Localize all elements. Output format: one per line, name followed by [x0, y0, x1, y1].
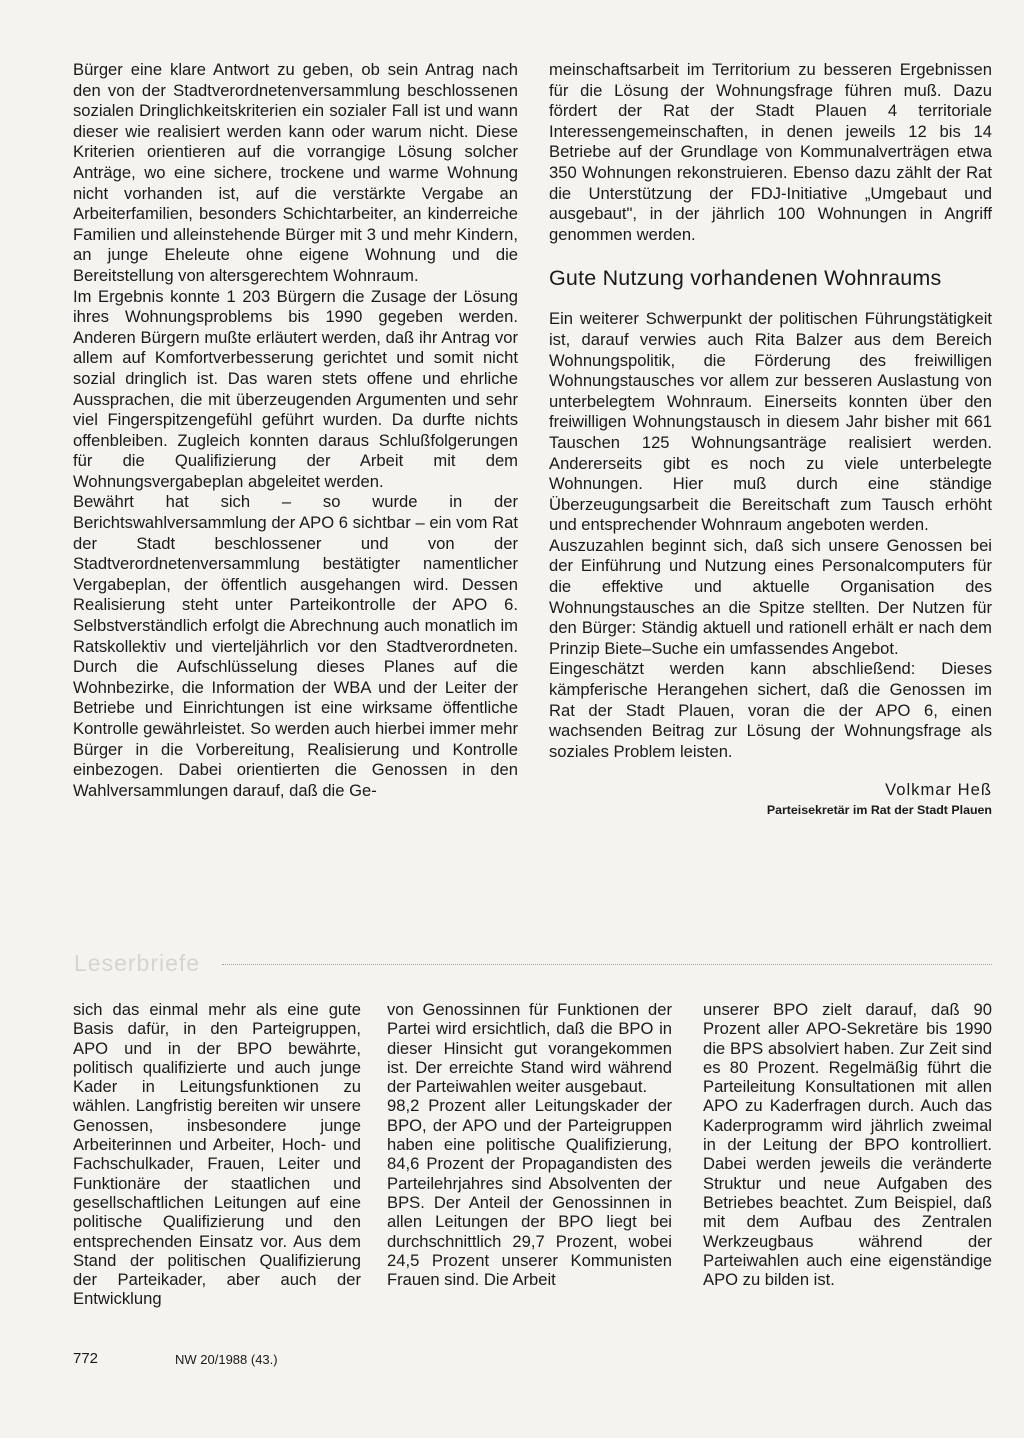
author-role: Parteisekretär im Rat der Stadt Plauen — [766, 803, 992, 817]
letters-paragraph: von Genossinnen für Funktionen der Partei wird ersichtlich, daß die BPO in dieser Hinsicht gut vorangekommen ist. Der erreichte Stand wird während der Parteiwahlen weiter ausgebaut. — [387, 1000, 672, 1097]
page-number: 772 — [73, 1350, 99, 1367]
article-paragraph: Ein weiterer Schwerpunkt der politischen Führungstätigkeit ist, darauf verwies auch Rita Balzer aus dem Bereich Wohnungspolitik, die Förderung des freiwilligen Wohnungstausches vor allem zur besseren Auslastung von unterbelegtem Wohnraum. Einerseits konnten über den freiwilligen Wohnungstausch in diesem Jahr bisher mit 661 Tauschen 125 Wohnungsanträge realisiert werden. Andererseits gibt es noch zu viele unterbelegte Wohnungen. Hier muß durch eine ständige Überzeugungsarbeit die Bereitschaft zum Tausch erhöht und entsprechender Wohnraum angeboten werden. — [549, 309, 992, 535]
letters-paragraph: unserer BPO zielt darauf, daß 90 Prozent aller APO-Sekretäre bis 1990 die BPS absolviert haben. Zur Zeit sind es 80 Prozent. Regelmäßig führt die Parteileitung Konsultationen mit allen APO zu Kaderfragen durch. Auch das Kaderprogramm wird jährlich zweimal in der Leitung der BPO kontrolliert. Dabei werden jeweils die veränderte Struktur und neue Aufgaben des Betriebes beachtet. Zum Beispiel, daß mit dem Aufbau des Zentralen Werkzeugbaus während der Parteiwahlen auch eine eigenständige APO zu bilden ist. — [703, 1000, 992, 1290]
section-divider — [222, 964, 992, 965]
article-paragraph: Bewährt hat sich – so wurde in der Berichtswahlversammlung der APO 6 sichtbar – ein vom Rat der Stadt beschlossener und von der Stadtverordnetenversammlung bestätigter namentlicher Vergabeplan, der öffentlich ausgehangen wird. Dessen Realisierung steht unter Parteikontrolle der APO 6. Selbstverständlich erfolgt die Abrechnung auch monatlich im Ratskollektiv und vierteljährlich vor den Stadtverordneten. Durch die Aufschlüsselung dieses Planes auf die Wohnbezirke, die Information der WBA und der Leiter der Betriebe und Einrichtungen ist eine wirksame öffentliche Kontrolle gewährleistet. So werden auch hierbei immer mehr Bürger in die Vorbereitung, Realisierung und Kontrolle einbezogen. Dabei orientierten die Genossen in den Wahlversammlungen darauf, daß die Ge- — [73, 492, 518, 800]
article-paragraph: meinschaftsarbeit im Territorium zu besseren Ergebnissen für die Lösung der Wohnungsfrage führen muß. Dazu fördert der Rat der Stadt Plauen 4 territoriale Interessengemeinschaften, in denen jeweils 12 bis 14 Betriebe auf der Grundlage von Kommunalverträgen etwa 350 Wohnungen rekonstruieren. Ebenso dazu zählt der Rat die Unterstützung der FDJ-Initiative „Umgebaut und ausgebaut", in der jährlich 100 Wohnungen in Angriff genommen werden. — [549, 60, 992, 244]
section-label-letters: Leserbriefe — [74, 950, 201, 976]
article-paragraph: Im Ergebnis konnte 1 203 Bürgern die Zusage der Lösung ihres Wohnungsproblems bis 1990 gegeben werden. Anderen Bürgern mußte erläutert werden, daß ihr Antrag vor allem auf Komfortverbesserung gerichtet und somit nicht sozial dringlich ist. Das waren stets offene und ehrliche Aussprachen, die mit überzeugenden Argumenten und sehr viel Fingerspitzengefühl geführt wurden. Da durfte nichts offenbleiben. Zugleich konnten daraus Schlußfolgerungen für die Qualifizierung der Arbeit mit dem Wohnungsvergabeplan abgeleitet werden. — [73, 286, 518, 491]
letters-paragraph: 98,2 Prozent aller Leitungskader der BPO, der APO und der Parteigruppen haben eine politische Qualifizierung, 84,6 Prozent der Propagandisten des Parteilehrjahres sind Absolventen der BPS. Der Anteil der Genossinnen in allen Leitungen der BPO liegt bei durchschnittlich 29,7 Prozent, wobei 24,5 Prozent unserer Kommunisten Frauen sind. Die Arbeit — [387, 1096, 672, 1290]
letters-column-2 — [387, 1000, 672, 1289]
letters-paragraph: sich das einmal mehr als eine gute Basis dafür, in den Parteigruppen, APO und in der BPO bewährte, politisch qualifizierte und auch junge Kader in Leitungsfunktionen zu wählen. Langfristig bereiten wir unsere Genossen, insbesondere junge Arbeiterinnen und Arbeiter, Hoch- und Fachschulkader, Frauen, Leiter und Funktionäre der staatlichen und gesellschaftlichen Leitungen auf eine politische Qualifizierung und den entsprechenden Einsatz vor. Aus dem Stand der politischen Qualifizierung der Parteikader, aber auch der Entwicklung — [73, 1000, 361, 1309]
letters-column-3 — [703, 1000, 992, 1289]
section-heading: Gute Nutzung vorhandenen Wohnraums — [549, 266, 942, 291]
article-paragraph: Bürger eine klare Antwort zu geben, ob sein Antrag nach den von der Stadtverordnetenversammlung beschlossenen sozialen Dringlichkeitskriterien ein sozialer Fall ist und wann dieser wie realisiert werden kann oder warum nicht. Diese Kriterien orientieren auf die vorrangige Lösung solcher Anträge, wo eine sichere, trockene und warme Wohnung nicht vorhanden ist, auf die verstärkte Vergabe an Arbeiterfamilien, besonders Schichtarbeiter, an kinderreiche Familien und alleinstehende Bürger mit 3 und mehr Kindern, an junge Eheleute ohne eigene Wohnung und die Bereitstellung von altersgerechtem Wohnraum. — [73, 60, 518, 285]
issue-label: NW 20/1988 (43.) — [175, 1352, 278, 1367]
letters-column-1 — [73, 1000, 361, 1309]
article-paragraph: Auszuzahlen beginnt sich, daß sich unsere Genossen bei der Einführung und Nutzung eines Personalcomputers für die effektive und aktuelle Organisation des Wohnungstausches an die Spitze stellten. Der Nutzen für den Bürger: Ständig aktuell und rationell erhält er nach dem Prinzip Biete–Suche ein umfassendes Angebot. — [549, 535, 992, 658]
article-column-left — [73, 60, 518, 801]
article-paragraph: Eingeschätzt werden kann abschließend: Dieses kämpferische Herangehen sichert, daß die Genossen im Rat der Stadt Plauen, voran die der APO 6, einen wachsenden Beitrag zur Lösung der Wohnungsfrage als soziales Problem leisten. — [549, 659, 992, 761]
article-column-right — [549, 60, 992, 819]
author-name: Volkmar Heß — [885, 780, 992, 800]
